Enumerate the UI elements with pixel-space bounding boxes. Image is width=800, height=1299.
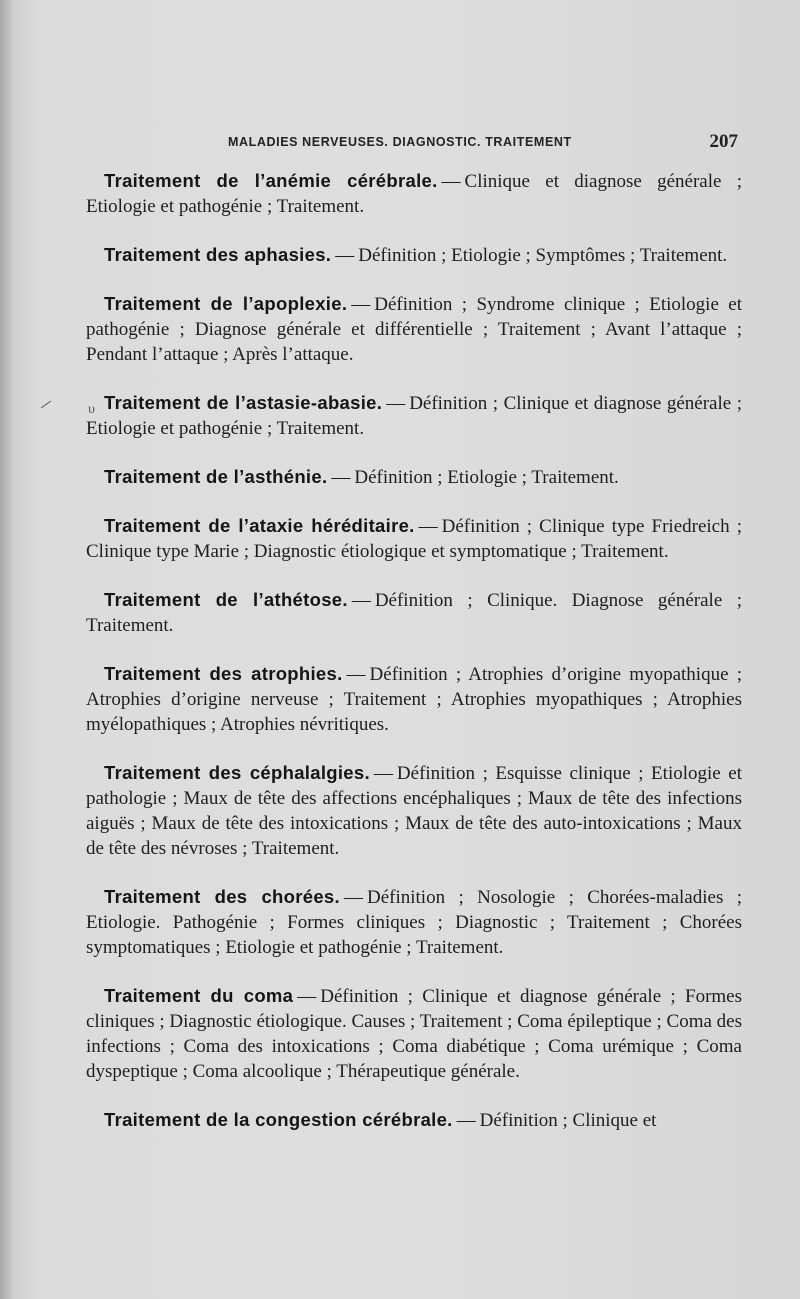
margin-mark: υ <box>88 402 95 417</box>
running-title: MALADIES NERVEUSES. DIAGNOSTIC. TRAITEMENT <box>228 135 572 149</box>
entry-dash: — <box>297 986 317 1007</box>
entry-dash: — <box>351 294 371 315</box>
entry-text: Clinique et diagnose générale ; Etiologie et pathogénie ; Traitement. <box>86 171 743 217</box>
entry-title: Traitement de l’asthénie. <box>104 466 328 487</box>
entry-text: Définition ; Syndrome clinique ; Etiologie et pathogénie ; Diagnose générale et différentielle ; Traitement ; Avant l’attaque ; Pendant l’attaque ; Après l’attaque. <box>86 294 742 365</box>
entry-dash: — <box>343 887 363 908</box>
entry-title: Traitement des chorées. <box>104 886 340 907</box>
entry-text: Définition ; Clinique et diagnose générale ; Etiologie et pathogénie ; Traitement. <box>86 393 742 439</box>
entry-dash: — <box>386 393 406 414</box>
entry-ataxie-hereditaire <box>86 513 742 564</box>
running-head <box>228 133 738 157</box>
entry-dash: — <box>418 516 438 537</box>
entry-title: Traitement des céphalalgies. <box>104 762 370 783</box>
entry-asthenie <box>86 464 742 490</box>
entry-chorees <box>86 884 742 960</box>
entry-aphasies <box>86 242 742 268</box>
spine-shadow <box>0 0 14 1299</box>
entry-title: Traitement de l’apoplexie. <box>104 293 348 314</box>
entry-title: Traitement de l’athétose. <box>104 589 348 610</box>
page-number: 207 <box>709 131 738 152</box>
entry-anemie-cerebrale <box>86 168 742 219</box>
entry-title: Traitement de la congestion cérébrale. <box>104 1109 453 1130</box>
entry-dash: — <box>331 467 351 488</box>
entry-dash: — <box>441 171 461 192</box>
entry-text: Définition ; Clinique type Friedreich ; Clinique type Marie ; Diagnostic étiologique et symptomatique ; Traitement. <box>86 516 742 562</box>
entry-text: Définition ; Etiologie ; Symptômes ; Traitement. <box>358 245 728 266</box>
entry-text: Définition ; Etiologie ; Traitement. <box>354 467 619 488</box>
entry-cephalalgies <box>86 760 742 861</box>
entry-dash: — <box>346 664 366 685</box>
entry-text: Définition ; Clinique et <box>479 1110 657 1131</box>
entry-title: Traitement de l’ataxie héréditaire. <box>104 515 415 536</box>
entry-title: Traitement de l’anémie cérébrale. <box>104 170 438 191</box>
entry-text: Définition ; Clinique. Diagnose générale ; Traitement. <box>86 590 742 636</box>
entry-text: Définition ; Clinique et diagnose générale ; Formes cliniques ; Diagnostic étiologique. Causes ; Traitement ; Coma épileptique ; Coma des infections ; Coma des intoxications ; Coma diabétique ; Coma urémique ; Coma dyspeptique ; Coma alcoolique ; Thérapeutique générale. <box>86 986 743 1082</box>
entry-list <box>86 168 742 1156</box>
entry-title: Traitement du coma <box>104 985 294 1006</box>
entry-title: Traitement de l’astasie-abasie. <box>104 392 383 413</box>
entry-atrophies <box>86 661 742 737</box>
entry-dash: — <box>373 763 393 784</box>
entry-text: Définition ; Esquisse clinique ; Etiologie et pathologie ; Maux de tête des affections encéphaliques ; Maux de tête des infections aiguës ; Maux de tête des intoxications ; Maux de tête des auto-intoxications ; Maux de tête des névroses ; Traitement. <box>86 763 742 859</box>
entry-text: Définition ; Atrophies d’origine myopathique ; Atrophies d’origine nerveuse ; Traitement ; Atrophies myopathiques ; Atrophies myélopathiques ; Atrophies névritiques. <box>86 664 742 735</box>
entry-text: Définition ; Nosologie ; Chorées-maladies ; Etiologie. Pathogénie ; Formes cliniques ; Diagnostic ; Traitement ; Chorées symptomatiques ; Etiologie et pathogénie ; Traitement. <box>86 887 742 958</box>
margin-tick <box>41 401 51 409</box>
entry-congestion-cerebrale <box>86 1107 742 1133</box>
entry-title: Traitement des atrophies. <box>104 663 343 684</box>
entry-coma <box>86 983 742 1084</box>
entry-apoplexie <box>86 291 742 367</box>
entry-dash: — <box>456 1110 476 1131</box>
entry-dash: — <box>335 245 355 266</box>
entry-athetose <box>86 587 742 638</box>
entry-title: Traitement des aphasies. <box>104 244 332 265</box>
entry-dash: — <box>351 590 371 611</box>
entry-astasie-abasie <box>86 390 742 441</box>
